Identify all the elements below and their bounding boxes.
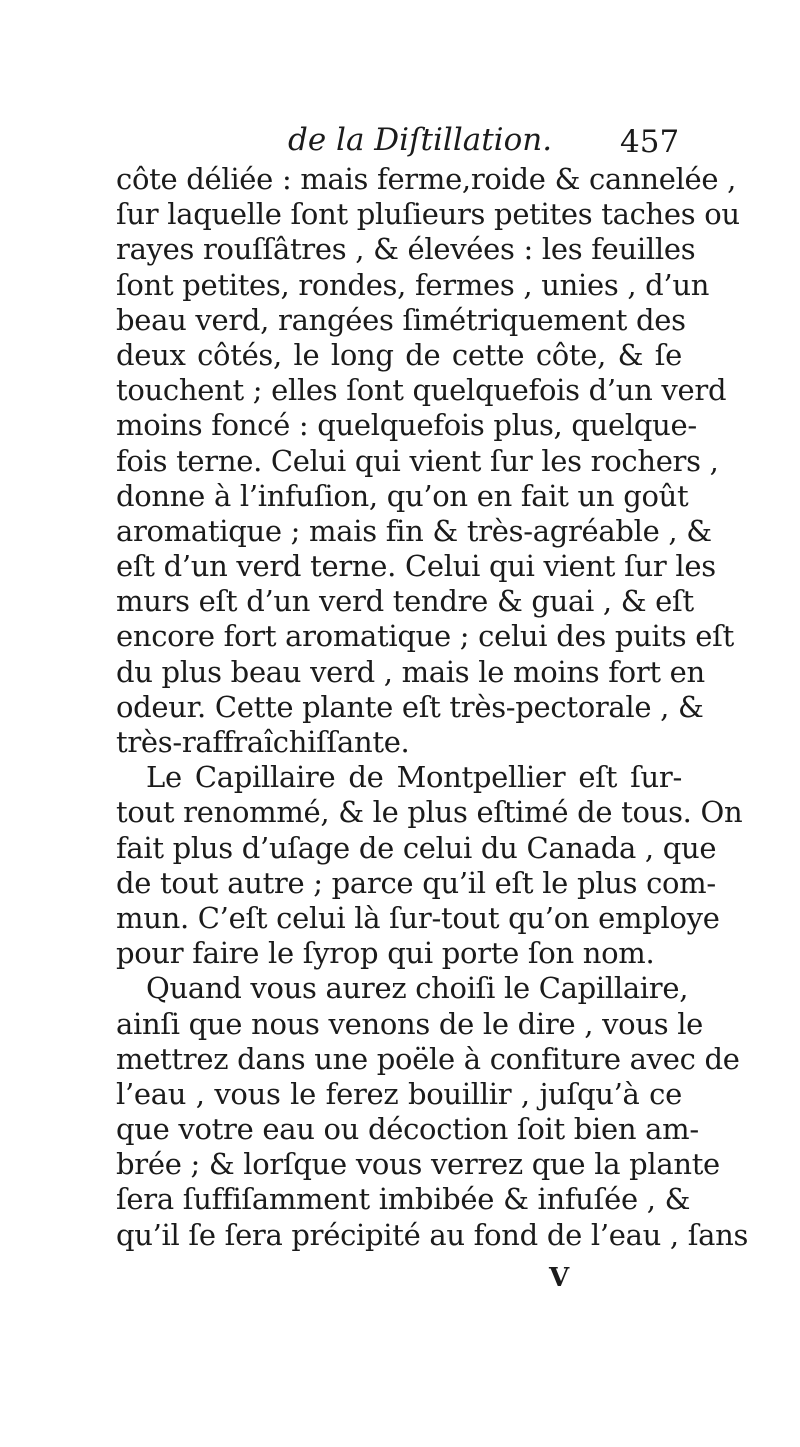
- text-line: ſont petites, rondes, fermes , unies , d’un: [116, 267, 710, 302]
- paragraph-end-line: très-raffraîchiſſante.: [116, 725, 410, 759]
- signature-mark: V: [549, 1263, 570, 1293]
- text-line: mun. C’eſt celui là ſur-tout qu’on employe: [116, 900, 720, 935]
- page-number: 457: [620, 124, 680, 160]
- text-line: rayes rouſſâtres , & élevées : les feuilles: [116, 232, 696, 267]
- text-line: moins foncé : quelquefois plus, quelque-: [116, 408, 697, 443]
- text-line: touchent ; elles ſont quelquefois d’un verd: [116, 373, 727, 408]
- text-line: ſera ſuffiſamment imbibée & infuſée , &: [116, 1182, 691, 1217]
- text-line: ainſi que nous venons de le dire , vous le: [116, 1006, 704, 1041]
- paragraph-start-line: Le Capillaire de Montpellier eſt ſur-: [146, 760, 682, 795]
- text-line: du plus beau verd , mais le moins fort en: [116, 654, 705, 689]
- text-line: côte déliée : mais ferme,roide & cannelée ,: [116, 162, 737, 196]
- text-line: brée ; & lorſque vous verrez que la plante: [116, 1147, 720, 1182]
- text-line: donne à l’infuſion, qu’on en fait un goût: [116, 478, 689, 513]
- text-line: eſt d’un verd terne. Celui qui vient ſur les: [116, 549, 716, 584]
- text-line: deux côtés, le long de cette côte, & ſe: [116, 337, 682, 372]
- text-line: fois terne. Celui qui vient ſur les rochers ,: [116, 443, 719, 478]
- text-line: ſur laquelle ſont pluſieurs petites taches ou: [116, 197, 740, 232]
- paragraph-start-line: Quand vous aurez choiſi le Capillaire,: [146, 971, 689, 1006]
- body-text: [116, 162, 749, 1253]
- text-line: fait plus d’uſage de celui du Canada , que: [116, 830, 717, 865]
- text-line: qu’il ſe ſera précipité au fond de l’eau , ſans: [116, 1217, 749, 1252]
- running-title: de la Diſtillation.: [288, 122, 553, 158]
- text-line: odeur. Cette plante eſt très-pectorale , &: [116, 689, 704, 724]
- text-line: encore fort aromatique ; celui des puits eſt: [116, 619, 734, 654]
- text-line: tout renommé, & le plus eſtimé de tous. On: [116, 795, 743, 830]
- text-line: beau verd, rangées ſimétriquement des: [116, 302, 686, 337]
- text-line: aromatique ; mais fin & très-agréable , &: [116, 513, 712, 548]
- text-line: de tout autre ; parce qu’il eſt le plus com-: [116, 865, 716, 900]
- text-line: mettrez dans une poële à confiture avec de: [116, 1041, 740, 1076]
- text-line: l’eau , vous le ferez bouillir , juſqu’à ce: [116, 1076, 682, 1111]
- text-line: murs eſt d’un verd tendre & guai , & eſt: [116, 584, 694, 619]
- text-line: que votre eau ou décoction ſoit bien am-: [116, 1112, 699, 1147]
- paragraph-end-line: pour faire le ſyrop qui porte ſon nom.: [116, 936, 655, 971]
